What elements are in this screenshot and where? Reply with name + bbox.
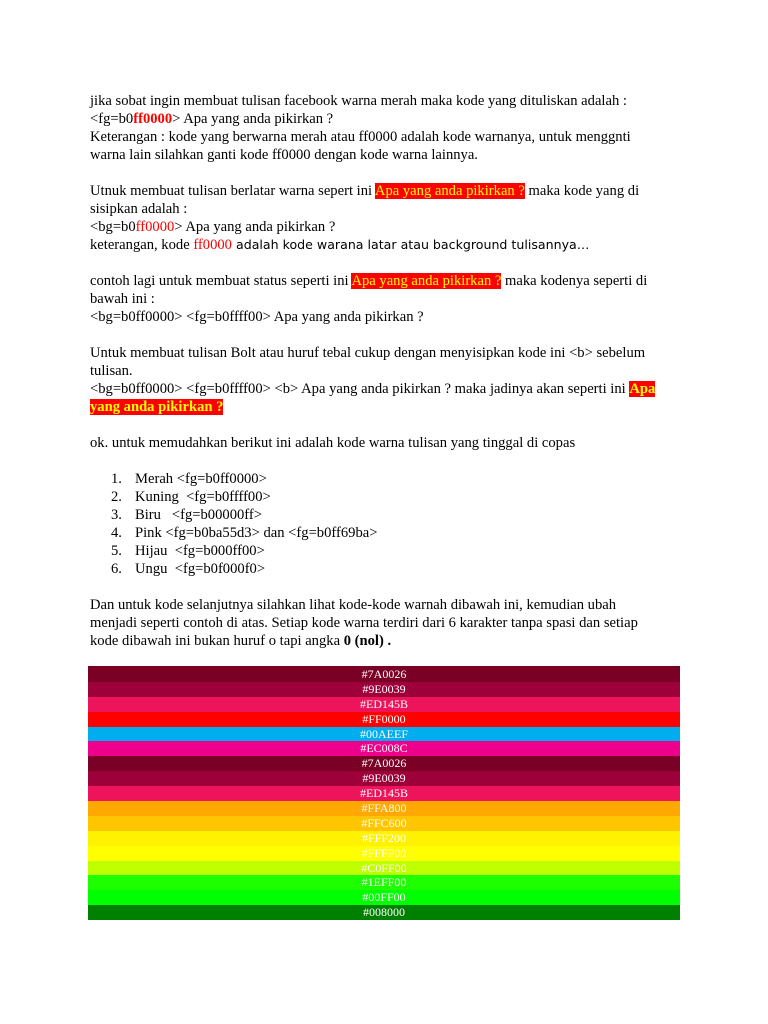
list-text: Kuning <fg=b0ffff00> (135, 489, 271, 505)
swatch-row: #7A0026 (88, 667, 680, 682)
list-text: Hijau <fg=b000ff00> (135, 543, 265, 559)
text-segment: contoh lagi untuk membuat status seperti ini (90, 273, 352, 289)
bold-highlight-sample: yang anda pikirkan ? (90, 399, 224, 415)
bold-text: 0 (nol) . (343, 633, 392, 649)
swatch-row: #7A0026 (88, 756, 680, 771)
swatch-row: #C0FF00 (88, 861, 680, 876)
code-color: ff0000 (193, 237, 232, 253)
swatch-row: #FF0000 (88, 712, 680, 727)
list-text: Merah <fg=b0ff0000> (135, 471, 267, 487)
code-line (90, 110, 682, 128)
code-line (90, 218, 682, 236)
code-prefix: <fg=b0 (90, 111, 134, 127)
note-line (90, 236, 682, 254)
swatch-row: #00FF00 (88, 890, 680, 905)
swatch-row: #FFA800 (88, 801, 680, 816)
text-line: Dan untuk kode selanjutnya silahkan lihat kode-kode warnah dibawah ini, kemudian ubah (90, 597, 617, 613)
code-suffix: > Apa yang anda pikirkan ? (174, 219, 336, 235)
swatch-row: #FFFF00 (88, 846, 680, 861)
swatch-row: #FFF200 (88, 831, 680, 846)
text-line: menjadi seperti contoh di atas. Setiap kode warna terdiri dari 6 karakter tanpa spasi dan setiap (90, 615, 638, 631)
swatch-row: #9E0039 (88, 771, 680, 786)
code-color: ff0000 (135, 219, 175, 235)
text-line (90, 398, 682, 416)
text-segment: Utnuk membuat tulisan berlatar warna sepert ini (90, 183, 375, 199)
paragraph-red-text (90, 92, 682, 164)
text-line: ok. untuk memudahkan berikut ini adalah kode warna tulisan yang tinggal di copas (90, 435, 576, 451)
list-number: 4. (111, 525, 122, 541)
list-number: 2. (111, 489, 122, 505)
code-line (90, 380, 682, 398)
paragraph-background-text (90, 182, 682, 254)
paragraph-bold-example (90, 344, 682, 416)
swatch-row: #00AEEF (88, 727, 680, 742)
text-line: tulisan. (90, 363, 133, 379)
list-text: Biru <fg=b00000ff> (135, 507, 262, 523)
document-body (90, 92, 682, 650)
text-line (90, 272, 682, 290)
list-text: Ungu <fg=b0f000f0> (135, 561, 266, 577)
code-color: ff0000 (133, 111, 173, 127)
list-number: 3. (111, 507, 122, 523)
code-suffix: > Apa yang anda pikirkan ? (172, 111, 334, 127)
swatch-row: #9E0039 (88, 682, 680, 697)
list-number: 5. (111, 543, 122, 559)
text-segment: <bg=b0ff0000> <fg=b0ffff00> <b> Apa yang anda pikirkan ? maka jadinya akan seperti ini (90, 381, 630, 397)
list-item (90, 560, 682, 578)
color-swatch-table (88, 666, 680, 920)
list-item (90, 506, 682, 524)
paragraph-more-codes (90, 596, 682, 650)
code-prefix: <bg=b0 (90, 219, 136, 235)
code-line: <bg=b0ff0000> <fg=b0ffff00> Apa yang anda pikirkan ? (90, 309, 424, 325)
text-line: bawah ini : (90, 291, 155, 307)
paragraph-status-example (90, 272, 682, 326)
text-segment: keterangan, kode (90, 237, 194, 253)
list-item (90, 488, 682, 506)
text-line: Untuk membuat tulisan Bolt atau huruf tebal cukup dengan menyisipkan kode ini <b> sebelum (90, 345, 646, 361)
swatch-row: #ED145B (88, 786, 680, 801)
swatch-row: #1EFF00 (88, 875, 680, 890)
swatch-row: #FFC600 (88, 816, 680, 831)
text-line: sisipkan adalah : (90, 201, 188, 217)
list-item (90, 524, 682, 542)
text-line: Keterangan : kode yang berwarna merah atau ff0000 adalah kode warnanya, untuk menggnti (90, 129, 631, 145)
list-text: Pink <fg=b0ba55d3> dan <fg=b0ff69ba> (135, 525, 378, 541)
text-line: warna lain silahkan ganti kode ff0000 dengan kode warna lainnya. (90, 147, 478, 163)
list-number: 1. (111, 471, 122, 487)
swatch-row: #EC008C (88, 741, 680, 756)
text-segment: kode dibawah ini bukan huruf o tapi angka (90, 633, 344, 649)
text-line: jika sobat ingin membuat tulisan facebook warna merah maka kode yang dituliskan adalah : (90, 93, 627, 109)
swatch-row: #008000 (88, 905, 680, 920)
text-line (90, 632, 682, 650)
bold-highlight-sample: Apa (629, 381, 656, 397)
highlight-sample: Apa yang anda pikirkan ? (351, 273, 502, 289)
swatch-row: #ED145B (88, 697, 680, 712)
text-segment: maka kode yang di (524, 183, 640, 199)
note-text: adalah kode warana latar atau background tulisannya… (231, 237, 590, 252)
text-segment: maka kodenya seperti di (501, 273, 648, 289)
highlight-sample: Apa yang anda pikirkan ? (374, 183, 525, 199)
list-item (90, 470, 682, 488)
list-item (90, 542, 682, 560)
list-number: 6. (111, 561, 122, 577)
text-line (90, 182, 682, 200)
paragraph-copy-intro (90, 434, 682, 452)
color-code-list (90, 470, 682, 578)
